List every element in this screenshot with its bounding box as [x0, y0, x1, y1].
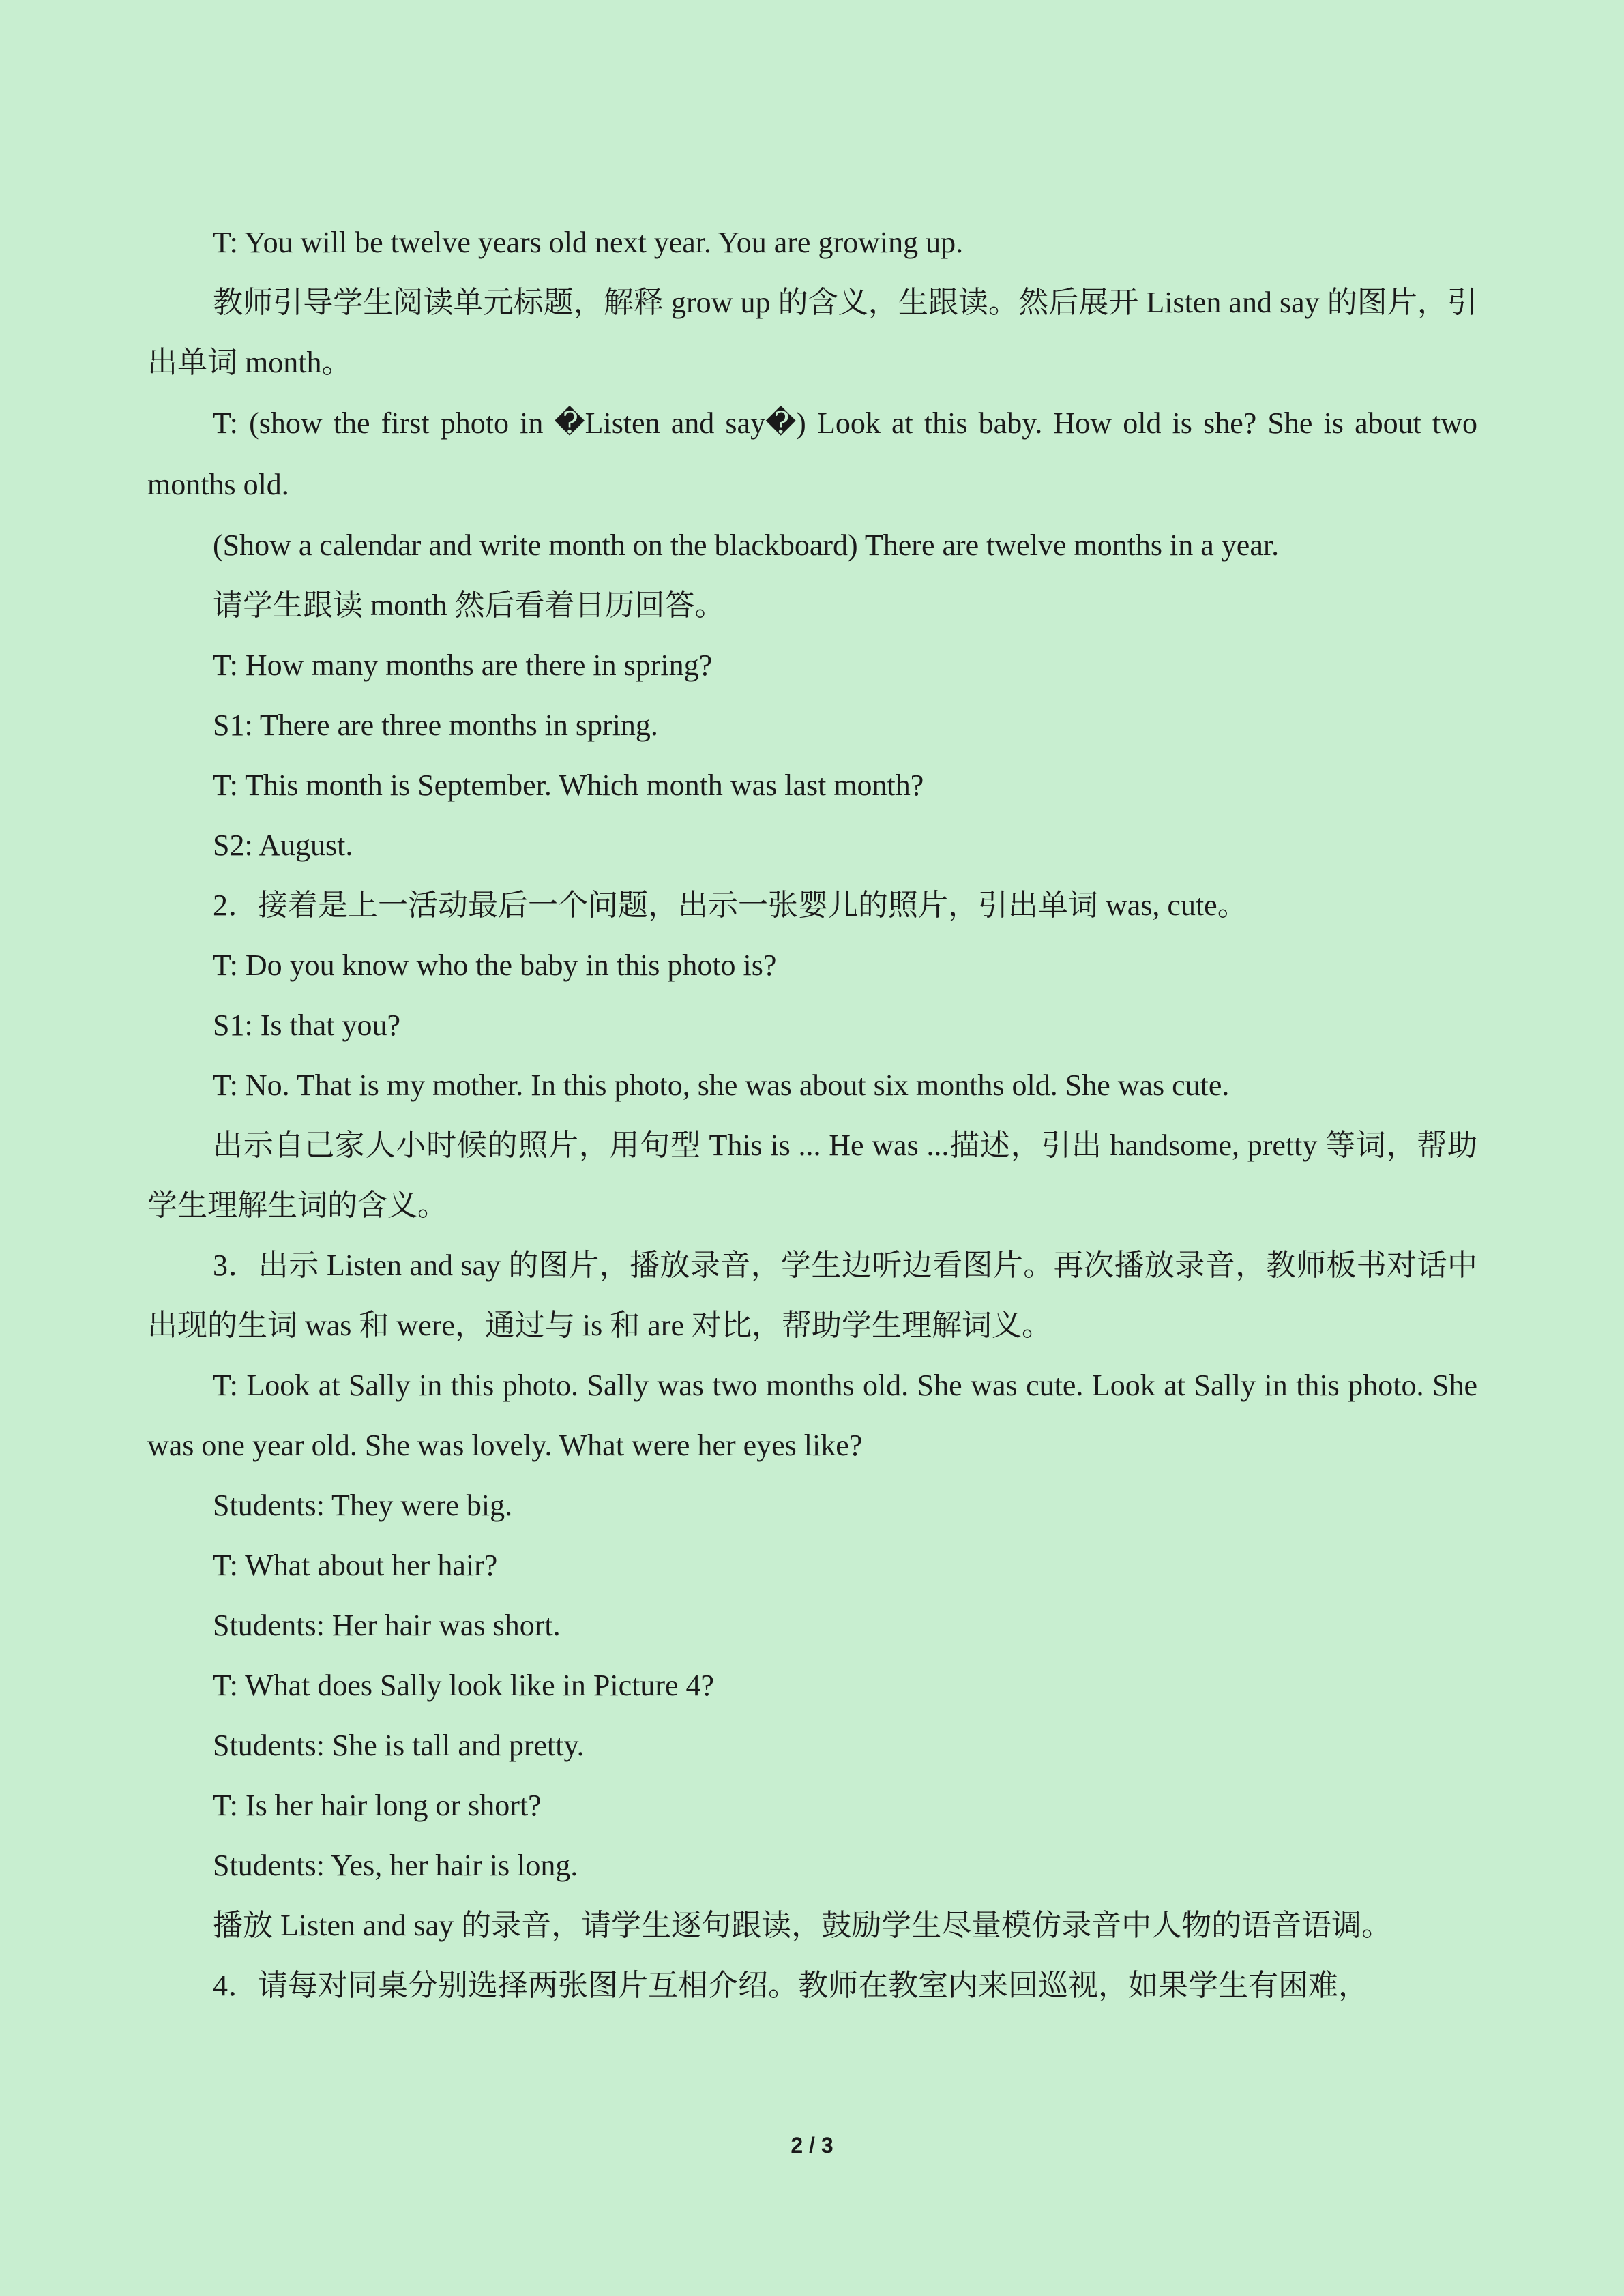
paragraph: T: Is her hair long or short?: [213, 1789, 542, 1822]
paragraph: 播放 Listen and say 的录音，请学生逐句跟读，鼓励学生尽量模仿录音中人物的语音语调。: [213, 1909, 1392, 1942]
paragraph: 请学生跟读 month 然后看着日历回答。: [213, 588, 725, 622]
paragraph: (Show a calendar and write month on the blackboard) There are twelve months in a year.: [213, 528, 1280, 562]
paragraph: T: What about her hair?: [213, 1549, 498, 1582]
paragraph: S1: There are three months in spring.: [213, 709, 658, 742]
paragraph: T: This month is September. Which month was last month?: [213, 769, 924, 802]
paragraph: 教师引导学生阅读单元标题，解释 grow up 的含义，生跟读。然后展开 Listen and say 的图片，引出单词 month。: [147, 286, 1477, 379]
paragraph: T: What does Sally look like in Picture 4?: [213, 1669, 715, 1702]
paragraph: 出示自己家人小时候的照片，用句型 This is ... He was ...描述，引出 handsome, pretty 等词，帮助学生理解生词的含义。: [147, 1129, 1477, 1222]
page-number: 2 / 3: [791, 2133, 833, 2158]
paragraph: Students: She is tall and pretty.: [213, 1729, 585, 1762]
paragraph: 2．接着是上一活动最后一个问题，出示一张婴儿的照片，引出单词 was, cute。: [213, 889, 1247, 922]
paragraph: Students: They were big.: [213, 1489, 513, 1522]
paragraph: Students: Her hair was short.: [213, 1609, 561, 1642]
paragraph: T: Do you know who the baby in this photo is?: [213, 949, 777, 982]
document-body: [147, 213, 1477, 2016]
paragraph: T: No. That is my mother. In this photo, she was about six months old. She was cute.: [213, 1069, 1230, 1102]
paragraph: Students: Yes, her hair is long.: [213, 1849, 578, 1882]
paragraph: T: How many months are there in spring?: [213, 648, 713, 682]
paragraph: T: (show the first photo in �Listen and say�) Look at this baby. How old is she? She is about two months old.: [147, 406, 1477, 501]
paragraph: 3．出示 Listen and say 的图片，播放录音，学生边听边看图片。再次播放录音，教师板书对话中出现的生词 was 和 were，通过与 is 和 are 对比，帮助学生理解词义。: [147, 1249, 1477, 1342]
paragraph: T: Look at Sally in this photo. Sally was two months old. She was cute. Look at Sally in this photo. She was one year old. She was lovely. What were her eyes like?: [147, 1369, 1477, 1462]
paragraph: S2: August.: [213, 829, 353, 862]
paragraph: 4．请每对同桌分别选择两张图片互相介绍。教师在教室内来回巡视，如果学生有困难，: [213, 1969, 1368, 2002]
paragraph: T: You will be twelve years old next year. You are growing up.: [213, 226, 964, 259]
paragraph: S1: Is that you?: [213, 1009, 400, 1042]
